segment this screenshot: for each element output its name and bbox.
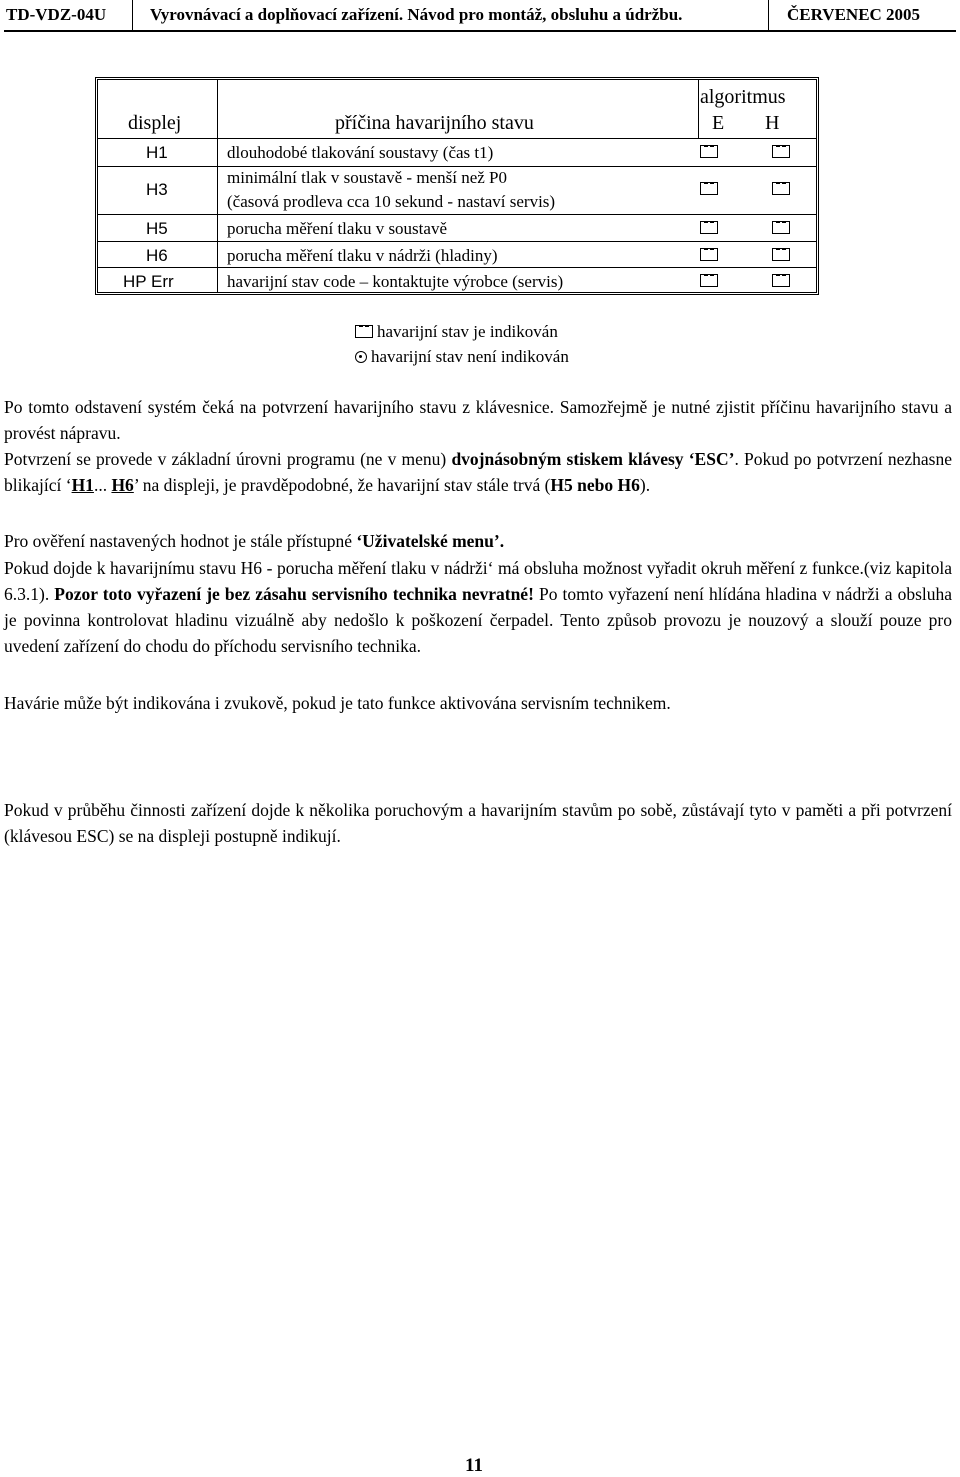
text-run-bold: ‘Uživatelské menu’. [356,531,505,551]
col-header-display: displej [128,112,182,134]
display-code: H1 [146,143,168,162]
col-header-h: H [765,112,780,134]
legend-not-indicated [355,347,569,367]
text-run: ). [639,475,651,495]
legend-indicated-label: havarijní stav je indikován [377,322,558,341]
cause-text: porucha měření tlaku v soustavě [227,219,447,238]
paragraph [4,528,952,554]
indicated-icon [772,274,790,287]
alarm-table [95,77,819,295]
page-number: 11 [465,1455,483,1476]
page-header [4,0,956,32]
col-header-algorithm: algoritmus [700,86,786,108]
header-divider [132,0,133,30]
display-code: HP Err [123,272,174,291]
cause-text-detail: (časová prodleva cca 10 sekund - nastaví servis) [227,192,556,211]
text-run-bold: H1 [71,475,94,495]
row-divider [98,214,816,215]
doc-title: Vyrovnávací a doplňovací zařízení. Návod pro montáž, obsluhu a údržbu. [150,5,683,24]
paragraph: Pokud v průběhu činnosti zařízení dojde k několika poruchovým a havarijním stavům po sobě, zůstávají tyto v paměti a při potvrzení (klávesou ESC) se na displeji postupně indikují. [4,800,952,846]
display-code: H6 [146,246,168,265]
indicated-icon [700,145,718,158]
paragraph: Po tomto odstavení systém čeká na potvrzení havarijního stavu z klávesnice. Samozřejmě je nutné zjistit příčinu havarijního stavu a provést nápravu. [4,397,952,443]
col-header-e: E [712,112,725,134]
header-divider [768,0,769,30]
text-run: Po tomto vyřazení není hlídána hladina v nádrži a obsluha je povinna kontrolovat hladinu vizuálně aby nedošlo k poškození čerpadel. Tento způsob provozu je nouzový a slouží pouze pro uvedení zařízení do chodu do příchodu servisního technika. [4,584,953,656]
cause-text: porucha měření tlaku v nádrži (hladiny) [227,246,498,265]
row-divider [98,267,816,268]
indicated-icon [700,182,718,195]
row-divider [98,138,816,139]
text-run: ’ na displeji, je pravděpodobné, že havarijní stav stále trvá ( [133,475,551,495]
not-indicated-icon [355,351,367,363]
indicated-icon [772,221,790,234]
indicated-icon [700,248,718,261]
cause-text: minimální tlak v soustavě - menší než P0 [227,168,507,187]
text-run: . Pokud po potvrzení nezhasne blikající ‘ [4,449,953,495]
doc-code: TD-VDZ-04U [6,5,107,24]
text-run: Potvrzení se provede v základní úrovni programu (ne v menu) [4,449,452,469]
text-run-bold: dvojnásobným stiskem klávesy ‘ESC’ [451,449,735,469]
cause-text: dlouhodobé tlakování soustavy (čas t1) [227,143,494,162]
col-divider [217,80,218,292]
doc-date: ČERVENEC 2005 [787,5,921,24]
cause-text: havarijní stav code – kontaktujte výrobce (servis) [227,272,564,291]
indicated-icon [772,248,790,261]
col-divider [698,80,699,138]
indicated-icon [772,145,790,158]
indicated-icon [355,325,373,338]
text-run: Pro ověření nastavených hodnot je stále přístupné [4,531,357,551]
legend-indicated [355,322,558,342]
text-run-bold: H6 [111,475,134,495]
paragraph [4,555,952,659]
paragraph: Havárie může být indikována i zvukově, pokud je tato funkce aktivována servisním technikem. [4,693,671,713]
text-run: Pokud dojde k havarijnímu stavu H6 - porucha měření tlaku v nádrži‘ má obsluha možnost vyřadit okruh měření z funkce.(viz kapitola 6.3.1). [4,558,952,604]
display-code: H3 [146,180,168,199]
indicated-icon [772,182,790,195]
text-run-bold: H5 nebo H6 [550,475,640,495]
row-divider [98,166,816,167]
row-divider [98,241,816,242]
indicated-icon [700,274,718,287]
text-run: ... [93,475,112,495]
col-header-cause: příčina havarijního stavu [335,112,534,134]
legend-not-indicated-label: havarijní stav není indikován [371,347,569,366]
indicated-icon [700,221,718,234]
display-code: H5 [146,219,168,238]
text-run-bold: Pozor toto vyřazení je bez zásahu servisního technika nevratné! [54,584,534,604]
paragraph [4,446,952,498]
